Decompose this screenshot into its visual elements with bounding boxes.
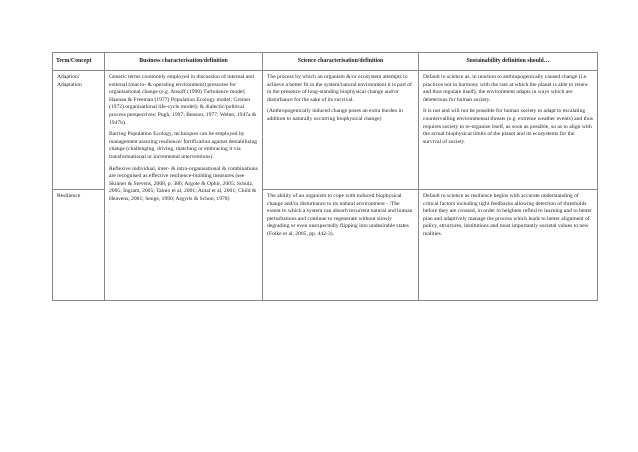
business-paragraph: Reflexive individual, inter- & intra-organisational & combinations are recognised as effective resilience-building measures (see Skinner & Stevens, 2008, p. 386; Argote & Ophir, 2005; Schulz, 2005; Ingram, 2005; Tainio et al, 2001; Antal et al, 2001; Child & Heavens, 2001; Senge, 1990; Argyris & Schon, 1978) [109, 165, 258, 202]
business-cell [105, 71, 263, 301]
header-business: Business characterisation/definition [105, 53, 263, 71]
science-cell [263, 190, 419, 301]
definitions-table [52, 52, 598, 301]
header-row [53, 53, 598, 71]
header-sustainability: Sustainability definition should… [419, 53, 598, 71]
term-cell: Adaption/ Adaptation [53, 71, 105, 190]
sustainability-paragraph: Default to science as, in reaction to anthropogenically caused change (i.e. practices not in harmony with the rate at which the planet is able to renew and thus regulate itself), the environment adapts in ways which are deleterious for human society. [423, 74, 589, 103]
science-paragraph: The ability of an organism to cope with induced biophysical change and/or disturbance to its natural environment - /The extent to which a system can absorb recurrent natural and human perturbations and continue to regenerate without slowly degrading or even unexpectedly flipping into undesirable states (Folke et al, 2005, pp. 442-3). [267, 193, 413, 237]
table-row [53, 71, 598, 190]
business-paragraph: Generic terms commonly employed in discussion of internal and external (macro- & operating environment) pressures for organisational change (e.g. Ansoff (1990) Turbulence model; Hannan & Freeman (1977) Population Ecology model; Greiner (1972) organisational life-cycle model); & dialectic/political process perspectives: Pugh, 1997; Benson, 1977; Weber, 1947a & 1947b). [109, 74, 257, 126]
header-term: Term/Concept [53, 53, 105, 71]
business-paragraph: Barring Population Ecology, techniques can be employed by management assuring resilience/ fortification against destabilising change (challenging, driving, matching or embracing it via transformational or incremental interventions). [109, 131, 258, 160]
term-cell: Resilience [53, 190, 105, 301]
sustainability-cell [419, 71, 598, 190]
sustainability-paragraph: It is not and will not be possible for human society to adapt to escalating countervailing environmental threats (e.g. extreme weather events) and thus requires society to re-organise itself, as soon as possible, so as to align with the actual biophysical limits of the planet and its ecosystems for the survival of society. [423, 108, 593, 145]
business-paragraph: . [109, 207, 111, 214]
sustainability-paragraph: Default to science as resilience begins with accurate understanding of critical factors including tight feedbacks allowing detection of thresholds before they are crossed, in order to heighten reflexive learning and to better plan and adaptively manage the process which leads to better alignment of policy, structures, institutions and most importantly societal values to new realities. [423, 193, 592, 237]
science-paragraph: (Anthropogenically induced change poses an extra burden in addition to naturally occurring biophysical change) [267, 108, 403, 122]
header-science: Science characterisation/definition [263, 53, 419, 71]
science-cell [263, 71, 419, 190]
sustainability-cell [419, 190, 598, 301]
science-paragraph: The process by which an organism &/or ecosystem attempts to achieve a better fit in the system/natural environment it is part of in the presence of long-standing biophysical change and/or disturbance for the sake of its survival. [267, 74, 412, 103]
